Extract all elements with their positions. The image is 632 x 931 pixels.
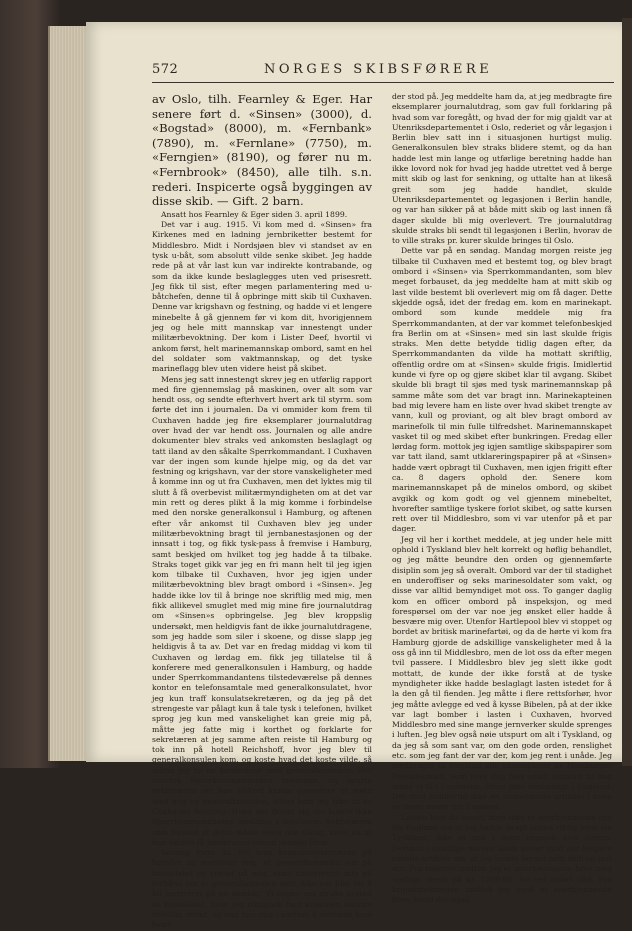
paragraph: Lasten blev da losset, men ikke et anerkjennende ord fra England om at jeg hadde bragt lasten riktig frem via Tyskland, ikke et ord i noen engelsk avis derom. Derimot i samtlige norske lands aviser stod der lengere roende artikler om, at jeg hadde berget mitt skib og last etc. Fra rederiet mottok jeg et anerkjennende brev med vedlagt check på kr. 1000,00, for vel utført dåd. Fra krigsforsikringen mottok jeg også et anerkjennende brev, hvori der også (392, 812, 612, 905)
running-title: NORGES SKIBSFØRERE (264, 62, 493, 77)
paragraph: der stod på. Jeg meddelte ham da, at jeg medbragte fire eksemplarer journalutdrag, som gav full forklaring på hvad som var foregått, og hvad der for mig gjaldt var at Utenriksdepartementet i Oslo, rederiet og vår legasjon i Berlin blev satt inn i situasjonen hurtigst mulig. Generalkonsulen blev straks blidere stemt, og da han hadde lest min lange og utførlige beretning hadde han ikke lovord nok for hvad jeg hadde utrettet ved å berge mitt skib og last for senkning, og uttalte han at likeså greit som jeg hadde handlet, skulde Utenriksdepartementet og legasjonen i Berlin handle, og var han sikker på at både mitt skib og last innen få dager skulde bli mig overlevert. Tre journalutdrag skulde straks bli sendt til legasjonen i Berlin, hvorav de to ville straks pr. kurer skulde bringes til Oslo. (392, 92, 612, 246)
page-number: 572 (152, 62, 179, 77)
paragraph: Det var i aug. 1915. Vi kom med d. «Sinsen» fra Kirkenes med en ladning jernbriketter bestemt for Middlesbro. Midt i Nordsjøen blev vi standset av en tysk u-båt, som absolutt vilde senke skibet. Jeg hadde rede på at vår last kun var indirekte kontrabande, og som da ikke kunde beslaglegges uten ved prisesrett. Jeg fikk til sist, efter megen parlamentering med u-båtchefen, denne til å opbringe mitt skib til Cuxhaven. Denne var krigshavn og festning, og hadde vi et lengere minebelte å gå gjennem før vi kom dit, hvorigjennem jeg og hele mitt mannskap var innestengt under militærbevoktning. Der kom i Lister Deef, hvortil vi ankom først, helt marinemannskap ombord, samt en hel del soldater som vaktmannskap, og det tyske marineflagg blev uten videre heist på skibet. (152, 220, 372, 374)
header-rule (152, 82, 614, 83)
book-page-edges (48, 26, 90, 761)
employment-note: Ansatt hos Fearnley & Eger siden 3. april 1899. (161, 209, 348, 219)
background-right (622, 18, 632, 766)
paragraph: Jeg vil her i korthet meddele, at jeg under hele mitt ophold i Tyskland blev helt korrekt og høflig behandlet, og jeg måtte beundre den orden og gjennemførte disiplin som jeg så overalt. Ombord var der til stadighet en underoffiser og seks marinesoldater som vakt, og disse var alltid bemyndiget mot oss. To ganger daglig kom en officer ombord på inspeksjon, og med forespørsel om der var noe jeg ønsket eller hadde å besvære mig over. Utenfor Hartlepool blev vi stoppet og bordet av britisk marinefartøi, og da de hørte vi kom fra Hamburg gjorde de adskillige vanskeligheter med å la oss gå inn til Middlesbro, men de lot oss da efter megen tvil passere. I Middlesbro blev jeg slett ikke godt mottatt, de kunde der ikke forstå at de tyske myndigheter ikke hadde beslaglagt lasten istedet for å la den gå til fienden. Jeg måtte i flere rettsforhør, hvor jeg måtte avlegge ed ved å kysse Bibelen, på at der ikke var lagt bomber i lasten i Cuxhaven, hvorved Middlesbro med sine mange jernverker skulde sprenges i luften. Jeg blev også nøie utspurt om alt i Tyskland, og da jeg så som sant var, om den gode orden, renslighet etc. som jeg fant der var der, kom jeg rent i unåde. Jeg medbragte til England alle eksemplarer av Hamburger Fremdenblatt, som hver dag blev sendt ombord til mig mens vi lå i Cuxhaven. Disse blev beslaglagt i England. Der stod imidlertid ikke en nedsettende artikkel i noen av disse aviser om England. (392, 534, 612, 812)
paragraph: Mens jeg satt innestengt skrev jeg en utførlig rapport med fire gjennemslag på maskinen, over alt som var hendt oss, og sendte efterhvert hvert ark til styrm. som førte det inn i journalen. Da vi ommider kom frem til Cuxhaven hadde jeg fire eksemplarer journalutdrag over hvad der var hendt oss. Journalen og alle andre dokumenter blev straks ved ankomsten beslaglagt og tatt iland av den såkalte Sperrkommandant. I Cuxhaven var der ingen som kunde hjelpe mig, og da det var festning og krigshavn, var der store vanskeligheter med å komme inn og ut fra Cuxhaven, men det lyktes mig til slutt å få overbevist militærmyndigheten om at det var min rett og deres plikt å la mig komme i forbindelse med den norske generalkonsul i Hamburg, og aftenen efter vår ankomst til Cuxhaven blev jeg under militærbevoktning bragt til jernbanestasjonen og der innsatt i tog, og fikk tysk-pass å fremvise i Hamburg, samt beskjed om hvilket tog jeg hadde å ta tilbake. Straks toget gikk var jeg en fri mann helt til jeg igjen kom tilbake til Cuxhaven, hvor jeg igjen under militærbevoktning blev bragt ombord i «Sinsen». Jeg hadde ikke lov til å bringe noe skriftlig med mig, men fikk allikevel smuglet med mig mine fire journalutdrag om «Sinsen»s opbringelse. Jeg blev kroppslig undersøkt, men heldigvis fant de ikke journalutdragene, som jeg hadde som siler i skoene, og disse slapp jeg heldigvis å ta av. Det var en fredag middag vi kom til Cuxhaven og lørdag em. fikk jeg tillatelse til å konferere med generalkonsulen i Hamburg, og hadde under Sperrkommandantens tilstedeværelse på dennes kontor en telefonsamtale med generalkonsulatet, hvor jeg kun traff konsulatsekretæren, og da jeg på det strengeste var pålagt kun å tale tysk i telefonen, hvilket sprog jeg kun med vanskelighet kan greie mig på, måtte jeg fatte mig i korthet og forklarte for sekretæren at jeg samme aften reiste til Hamburg og tok inn på hotell Reichshoff, hvor jeg blev til generalkonsulen kom, og koste hvad det koste vilde, så måtte jeg ha en konferanse med generalkonsulen. Her overtok Sperrkommandanten telefonen, og spurte sekretæren om han sikkert kunde garantere et møte med mig og generalkonsulen, ellers kom jeg ikke ut av Cuxhaven festning. Hvad det dreiet sig om kunde ikke Sperrkommandanten meddele i telefonen. Sekretæren som forstod at dette måtte være noe viktig, lovet da at han skulde få konferanse istand søndag form. (152, 374, 372, 847)
entry-intro: av Oslo, tilh. Fearnley & Eger. Har senere ført d. «Sinsen» (3000), d. «Bogstad» (8000), m. «Fernbank» (7890), m. «Fernlane» (7750), m. «Ferngien» (8190), og fører nu m. «Fernbrook» (8450), alle tilh. s.n. rederi. Inspicerte også byggingen av disse skib. — Gift. 2 barn. (152, 92, 372, 209)
right-column (392, 92, 612, 905)
paragraph: Dette var på en søndag. Mandag morgen reiste jeg tilbake til Cuxhaven med et bestemt tog, og blev bragt ombord i «Sinsen» via Sperrkommandanten, som blev meget forbauset, da jeg meddelte ham at mitt skib og last vilde bestemt bli overlevert mig om få dager. Dette skjedde også, idet der fredag em. kom en marinekapt. ombord som kunde meddele mig fra Sperrkommandanten, at der var kommet telefonbeskjed fra Berlin om at «Sinsen» med sin last skulde frigis straks. Men dette betydde tidlig dagen efter, da Sperrkommandanten da vilde ha mottatt skriftlig, offentlig ordre om at «Sinsen» skulde frigis. Imidlertid kunde vi fyre op og gjøre skibet klar til avgang. Skibet skulde bli bragt til sjøs med tysk marinemannskap på samme måte som det var bragt inn. Marinekapteinen bad mig levere ham en liste over hvad skibet trengte av vann, kull og proviant, og alt blev bragt ombord av marinefolk til min fulle tilfredshet. Marinemannskapet vasket til og med skibet efter bunkringen. Fredag eller lørdag form. mottok jeg igjen samtlige skibspapirer som var tatt iland, samt utklareringspapirer på at «Sinsen» hadde vært opbragt til Cuxhaven, men igjen frigitt efter ca. 8 dagers ophold der. Senere kom marinemannskapet på de minelos ombord, og skibet avgikk og kom godt og vel gjennem minebeltet, hvorefter samtlige tyskere forlot skibet, og satte kursen rett over til Middlesbro, som vi var utenfor på et par dager. (392, 246, 612, 534)
left-column (152, 92, 372, 931)
paragraph: Søndag form. kl. 9½ kom konsulatsekretæren på hotellet og meddelte mig, at generalkonsulen var på konsulatet og ventet på mig, samt underrettet mig på forhånd om at generalkonsulen slett ikke var blid for å bli forstyrret på en søndag. Vi begav oss straks avsted til konsulatet, hvor jeg riktignok fant konsulen mindre velvillig stemt, og bad han mig i korthet å meddele ham hvad (152, 848, 372, 930)
